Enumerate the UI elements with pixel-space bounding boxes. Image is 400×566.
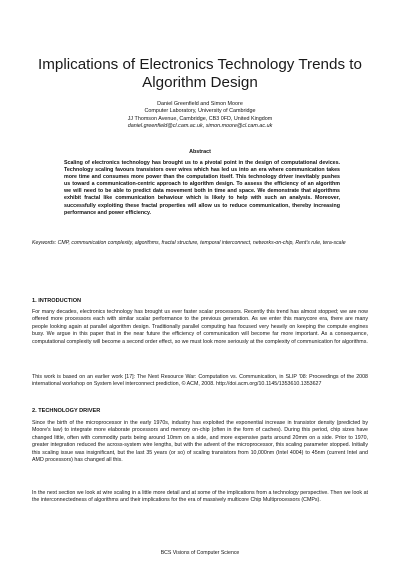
author-affiliation: Computer Laboratory, University of Cambridge bbox=[144, 108, 256, 115]
intro-paragraph-1: For many decades, electronics technology has brought us ever faster scalar processors. Recently this trend has almost stopped; we are now offered more processors each with similar scalar performance to the previous generation. As we enter this manycore era, there are many people looking again at parallel algorithm design. Traditionally parallel computing has focused very heavily on keeping the compute engines busy. We argue in this paper that in the near future the efficiency of communication will become far more important. As a consequence, computational complexity will become a second order effect, so we must look more seriously at the complexity of communication for algorithms. bbox=[32, 309, 368, 345]
author-emails: daniel.greenfield@cl.cam.ac.uk, simon.moore@cl.cam.ac.uk bbox=[127, 123, 273, 130]
tech-paragraph-2: In the next section we look at wire scaling in a little more detail and at some of the implications from a technology perspective. Then we look at the interconnectedness of algorithms and their implications for the era of massively multicore Chip Multiprocessors (CMPs). bbox=[32, 490, 368, 504]
page-footer: BCS Visions of Computer Science bbox=[160, 550, 240, 556]
author-address: JJ Thomson Avenue, Cambridge, CB3 0FD, United Kingdom bbox=[127, 115, 273, 122]
author-names: Daniel Greenfield and Simon Moore bbox=[157, 101, 243, 107]
section-heading-introduction: 1. INTRODUCTION bbox=[32, 298, 82, 304]
abstract-text: Scaling of electronics technology has brought us to a pivotal point in the design of computational devices. Technology scaling favours transistors over wires which has led us into an era where communication takes more time and consumes more power than the computation itself. This technology driver inevitably pushes us toward a communication-centric approach to algorithm design. To assess the efficiency of an algorithm we will need to be able to predict data movement both in time and space. We demonstrate that algorithms exhibit fractal like communication behaviour which is likely to help with such an analysis. Moreover, successfully exploiting these fractal properties will allow us to reduce communication, thereby increasing performance and power efficiency. bbox=[64, 160, 340, 216]
intro-paragraph-2: This work is based on an earlier work [17]: The Next Resource War: Computation vs. Communication, in SLIP '08: Proceedings of the 2008 international workshop on System level interconnect prediction, © ACM, 2008. http://doi.acm.org/10.1145/1353610.1353627 bbox=[32, 374, 368, 388]
tech-paragraph-1: Since the birth of the microprocessor in the early 1970s, industry has exploited the exponential increase in transistor density (predicted by Moore's law) to integrate more elaborate processors and memory on-chip (often in the form of caches). During this period, chip sizes have changed little, often with commodity parts being around 10mm on a side, and more expensive parts around 20mm on a side. Prior to 1970, greater integration reduced the across-system wire lengths, but with the advent of the microprocessor, this scaling parameter stopped. Initially this scaling issue was insignificant, but the last 35 years (or so) of scaling transistors from 10,000nm (Intel 4004) to 45nm (current Intel and AMD processors) has changed all this. bbox=[32, 420, 368, 464]
section-heading-technology-driver: 2. TECHNOLOGY DRIVER bbox=[32, 408, 101, 414]
keywords: Keywords: CMP, communication complexity, algorithms, fractal structure, temporal interconnect, networks-on-chip, Rent's rule, tera-scale bbox=[32, 240, 346, 246]
abstract-heading: Abstract bbox=[189, 149, 211, 155]
author-block bbox=[30, 101, 370, 131]
paper-title: Implications of Electronics Technology Trends to Algorithm Design bbox=[38, 56, 362, 91]
